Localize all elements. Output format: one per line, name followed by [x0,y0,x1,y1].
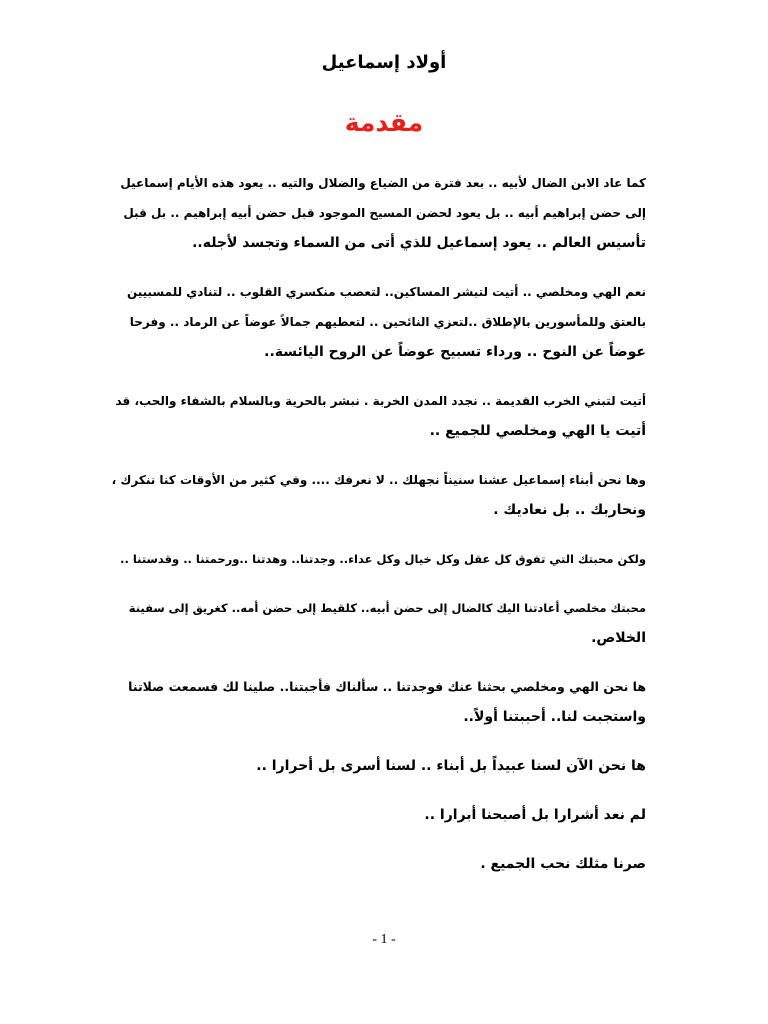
paragraph-line: أتيت لتبني الخرب القديمة .. نجدد المدن الخربة . نبشر بالحرية وبالسلام بالشفاء والحب، قد [115,394,646,408]
paragraph-line: كما عاد الابن الضال لأبيه .. بعد فترة من الضياع والضلال والتيه .. يعود هذه الأيام إسماعيل [120,176,646,190]
paragraph-line: تأسيس العالم .. يعود إسماعيل للذي أتى من السماء وتجسد لأجله.. [192,235,646,251]
paragraph-line: نعم الهي ومخلصي .. أتيت لتبشر المساكين.. لتعصب منكسري القلوب .. لتنادي للمسبيين [126,285,646,299]
paragraph-line: وها نحن أبناء إسماعيل عشنا سنيناً نجهلك .. لا نعرفك .... وفي كثير من الأوقات كنا ننكرك ، [111,473,646,487]
paragraph-line: ها نحن الهي ومخلصي بحثنا عنك فوجدتنا .. سألناك فأجبتنا.. صلينا لك فسمعت صلاتنا [128,679,646,694]
paragraph [112,800,646,830]
paragraph-line: بالعتق وللمأسورين بالإطلاق ..لتعزي النائحين .. لتعطيهم جمالاً عوضاً عن الرماد .. وفرحا [129,315,646,329]
section-title: مقدمة [344,108,424,137]
paragraph-line: عوضاً عن النوح .. ورداء تسبيح عوضاً عن الروح اليائسة.. [264,344,646,360]
paragraph-line: واستجبت لنا.. أحببتنا أولاً.. [463,709,646,725]
paragraph [112,277,646,367]
paragraph [112,849,646,879]
paragraph [112,672,646,732]
paragraph-line: صرنا مثلك نحب الجميع . [480,856,646,872]
paragraph-line: أتيت يا الهي ومخلصي للجميع .. [429,423,646,439]
paragraph [112,544,646,574]
paragraph [112,168,646,258]
page-number: - 1 - [372,932,396,947]
body-text [112,168,646,898]
paragraph [112,593,646,653]
paragraph-line: محبتك مخلصي أعادتنا اليك كالضال إلى حضن أبيه.. كلقيط إلى حضن أمه.. كغريق إلى سفينة [128,601,646,615]
paragraph-line: لم نعد أشرارا بل أصبحنا أبرارا .. [424,807,646,823]
paragraph-line: ونحاربك .. بل نعاديك . [493,502,646,518]
paragraph-line: الخلاص. [591,630,646,646]
paragraph [112,386,646,446]
paragraph-line: ها نحن الآن لسنا عبيداً بل أبناء .. لسنا أسرى بل أحرارا .. [256,758,646,774]
paragraph [112,751,646,781]
paragraph-line: ولكن محبتك التي تفوق كل عقل وكل خيال وكل عداء.. وجدتنا.. وهدتنا ..ورحمتنا .. وقدستنا .. [120,552,646,566]
paragraph-line: إلى حضن إبراهيم أبيه .. بل يعود لحضن المسيح الموجود قبل حضن أبيه إبراهيم .. بل قبل [123,206,646,220]
paragraph [112,465,646,525]
book-title: أولاد إسماعيل [321,52,447,73]
